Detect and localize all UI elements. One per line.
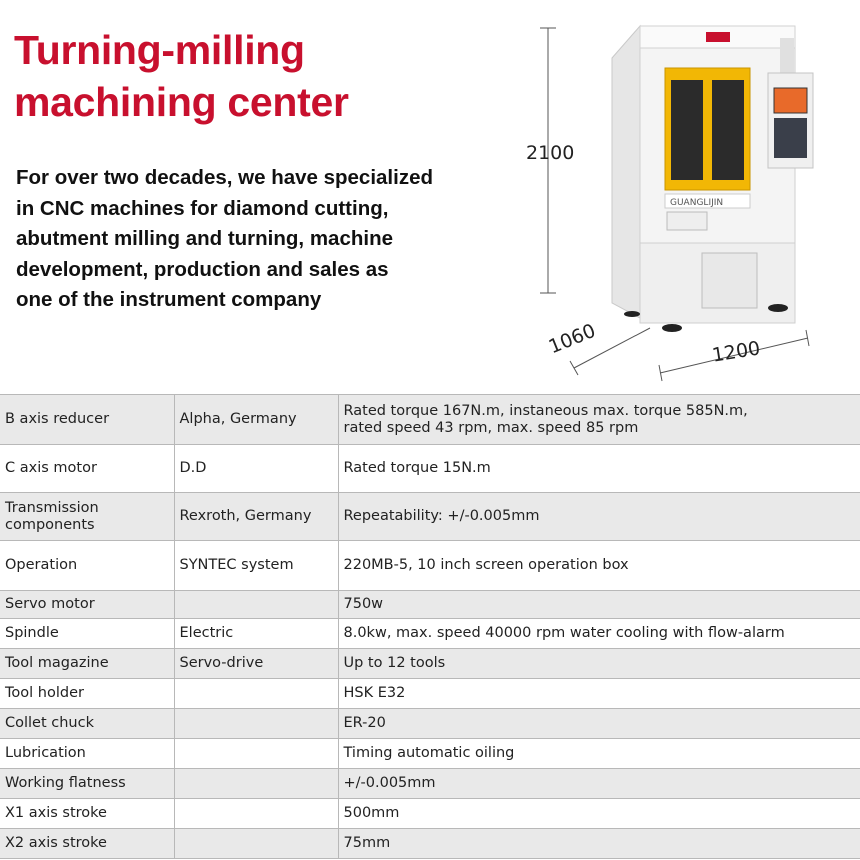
table-row [0,591,860,619]
spec-item: Tool magazine [0,649,174,679]
control-panel-arm [780,38,794,78]
spec-detail: 220MB-5, 10 inch screen operation box [338,541,860,591]
spec-detail: 75mm [338,829,860,859]
width-dimension-label: 1200 [710,337,762,367]
warning-labels [667,212,707,230]
spec-brand [174,739,338,769]
table-row [0,769,860,799]
spec-table [0,394,860,859]
spec-brand: Alpha, Germany [174,395,338,445]
intro-line: For over two decades, we have specialized [16,166,433,189]
spec-item: X2 axis stroke [0,829,174,859]
spec-detail: HSK E32 [338,679,860,709]
spec-brand [174,799,338,829]
table-row [0,395,860,445]
table-row [0,445,860,493]
spec-item: Tool holder [0,679,174,709]
spec-detail: 8.0kw, max. speed 40000 rpm water cooling with flow-alarm [338,619,860,649]
spec-detail: 750w [338,591,860,619]
table-row [0,709,860,739]
base-access-door [702,253,757,308]
intro-line: development, production and sales as [16,257,389,281]
spec-item: B axis reducer [0,395,174,445]
table-row [0,679,860,709]
spec-item-line: components [5,516,95,533]
machine-logo [706,32,730,42]
spec-detail: Rated torque 15N.m [338,445,860,493]
table-row [0,739,860,769]
spec-item: Operation [0,541,174,591]
machine-side-panel [612,26,640,318]
spec-item-line: Transmission [5,499,99,516]
table-row [0,799,860,829]
control-keypad [774,118,807,158]
machine-illustration [510,18,850,388]
page-title [14,24,349,128]
spec-item: Lubrication [0,739,174,769]
spec-brand: Electric [174,619,338,649]
spec-brand: Rexroth, Germany [174,493,338,541]
spec-item: C axis motor [0,445,174,493]
table-row [0,493,860,541]
spec-item: Spindle [0,619,174,649]
intro-paragraph [16,163,436,316]
spec-detail [338,395,860,445]
spec-item: Working flatness [0,769,174,799]
spec-detail: Timing automatic oiling [338,739,860,769]
spec-brand: SYNTEC system [174,541,338,591]
table-row [0,541,860,591]
spec-brand [174,769,338,799]
machine-brand-label: GUANGLIJIN [670,198,724,208]
spec-detail: +/-0.005mm [338,769,860,799]
height-dimension-label: 2100 [526,142,575,164]
spec-item: X1 axis stroke [0,799,174,829]
door-window [712,80,744,180]
machine-foot [662,324,682,332]
title-line-1: Turning-milling [14,27,305,73]
table-row [0,829,860,859]
intro-line: one of the instrument company [16,288,322,311]
spec-brand [174,591,338,619]
intro-line: abutment milling and turning, machine [16,227,393,250]
spec-brand: Servo-drive [174,649,338,679]
title-line-2: machining center [14,79,349,125]
spec-brand: D.D [174,445,338,493]
table-row [0,649,860,679]
spec-detail: 500mm [338,799,860,829]
intro-line: in CNC machines for diamond cutting, [16,196,389,220]
depth-dimension-label: 1060 [545,319,599,359]
spec-brand [174,829,338,859]
control-screen [774,88,807,113]
spec-detail-line: rated speed 43 rpm, max. speed 85 rpm [343,419,639,436]
spec-detail: ER-20 [338,709,860,739]
spec-brand [174,679,338,709]
machine-foot [624,311,640,317]
spec-detail: Up to 12 tools [338,649,860,679]
spec-brand [174,709,338,739]
spec-item [0,493,174,541]
table-row [0,619,860,649]
spec-detail: Repeatability: +/-0.005mm [338,493,860,541]
spec-detail-line: Rated torque 167N.m, instaneous max. torque 585N.m, [343,402,748,419]
spec-item: Servo motor [0,591,174,619]
spec-item: Collet chuck [0,709,174,739]
door-window [671,80,703,180]
machine-foot [768,304,788,312]
